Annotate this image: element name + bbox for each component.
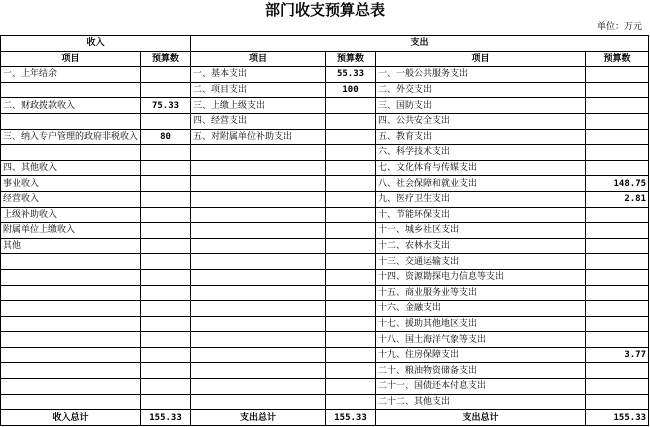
expense-item-cell (191, 285, 326, 301)
expense-amount-cell (326, 207, 376, 223)
expense-item-cell (191, 238, 326, 254)
table-row (1, 113, 649, 129)
table-row (1, 176, 649, 192)
function-amount-cell (586, 238, 649, 254)
income-amount-cell (141, 191, 191, 207)
function-amount-cell (586, 98, 649, 114)
function-total-label: 支出总计 (376, 410, 586, 426)
table-row (1, 394, 649, 410)
table-row (1, 301, 649, 317)
function-amount-cell (586, 223, 649, 239)
budget-table (0, 35, 649, 426)
function-amount-cell (586, 113, 649, 129)
income-item-cell (1, 269, 141, 285)
table-row (1, 347, 649, 363)
income-amount-cell: 75.33 (141, 98, 191, 114)
expense-item-cell (191, 223, 326, 239)
income-amount-cell (141, 145, 191, 161)
function-item-cell: 九、医疗卫生支出 (376, 191, 586, 207)
function-item-cell: 四、公共安全支出 (376, 113, 586, 129)
totals-row (1, 410, 649, 426)
expense-item-cell: 一、基本支出 (191, 67, 326, 83)
table-row (1, 316, 649, 332)
expense-amount-cell (326, 332, 376, 348)
function-amount-cell (586, 363, 649, 379)
income-total-label: 收入总计 (1, 410, 141, 426)
income-item-cell: 附属单位上缴收入 (1, 223, 141, 239)
income-amount-cell (141, 223, 191, 239)
income-section-header: 收入 (1, 36, 191, 52)
table-row (1, 238, 649, 254)
income-amount-cell (141, 82, 191, 98)
page-title: 部门收支预算总表 (264, 1, 385, 19)
function-item-cell: 二十、粮油物资储备支出 (376, 363, 586, 379)
income-item-cell: 其他 (1, 238, 141, 254)
table-row (1, 160, 649, 176)
income-item-cell: 一、上年结余 (1, 67, 141, 83)
expense-item-header: 项目 (191, 51, 326, 67)
expense-amount-cell (326, 223, 376, 239)
expense-amount-cell (326, 379, 376, 395)
expense-amount-cell (326, 316, 376, 332)
expense-item-cell: 三、上缴上级支出 (191, 98, 326, 114)
function-item-cell: 五、教育支出 (376, 129, 586, 145)
table-row (1, 129, 649, 145)
expense-total-label: 支出总计 (191, 410, 326, 426)
function-item-cell: 十二、农林水支出 (376, 238, 586, 254)
expense-item-cell (191, 379, 326, 395)
expense-amount-cell (326, 98, 376, 114)
expense-item-cell (191, 254, 326, 270)
expense-total-amount: 155.33 (326, 410, 376, 426)
income-amount-header: 预算数 (141, 51, 191, 67)
income-item-cell: 经营收入 (1, 191, 141, 207)
income-item-cell: 二、财政拨款收入 (1, 98, 141, 114)
income-amount-cell (141, 363, 191, 379)
function-amount-cell (586, 254, 649, 270)
function-item-cell: 十三、交通运输支出 (376, 254, 586, 270)
expense-item-cell (191, 363, 326, 379)
income-item-cell (1, 285, 141, 301)
table-row (1, 207, 649, 223)
function-item-cell: 二、外交支出 (376, 82, 586, 98)
income-amount-cell (141, 176, 191, 192)
expense-item-cell: 四、经营支出 (191, 113, 326, 129)
function-amount-cell (586, 316, 649, 332)
function-item-cell: 十四、资源勘探电力信息等支出 (376, 269, 586, 285)
expense-amount-cell (326, 160, 376, 176)
function-item-cell: 二十一、国债还本付息支出 (376, 379, 586, 395)
income-amount-cell (141, 254, 191, 270)
function-item-cell: 七、文化体育与传媒支出 (376, 160, 586, 176)
table-row (1, 332, 649, 348)
income-item-cell (1, 332, 141, 348)
expense-amount-cell (326, 176, 376, 192)
function-item-cell: 十六、金融支出 (376, 301, 586, 317)
expense-amount-cell (326, 129, 376, 145)
income-item-cell (1, 82, 141, 98)
expense-amount-cell (326, 301, 376, 317)
income-amount-cell (141, 301, 191, 317)
function-amount-cell (586, 394, 649, 410)
expense-amount-cell (326, 347, 376, 363)
expense-item-cell: 五、对附属单位补助支出 (191, 129, 326, 145)
function-item-cell: 八、社会保障和就业支出 (376, 176, 586, 192)
expense-item-cell (191, 191, 326, 207)
function-item-cell: 六、科学技术支出 (376, 145, 586, 161)
expense-item-cell (191, 394, 326, 410)
expense-item-cell (191, 207, 326, 223)
income-amount-cell (141, 379, 191, 395)
function-amount-cell (586, 379, 649, 395)
expense-amount-cell: 100 (326, 82, 376, 98)
expense-amount-cell (326, 145, 376, 161)
function-amount-cell (586, 145, 649, 161)
unit-label: 单位：万元 (596, 22, 642, 32)
expense-amount-cell (326, 238, 376, 254)
table-row (1, 145, 649, 161)
table-row (1, 82, 649, 98)
income-amount-cell (141, 347, 191, 363)
function-item-cell: 十五、商业服务业等支出 (376, 285, 586, 301)
expense-item-cell (191, 145, 326, 161)
function-amount-cell (586, 269, 649, 285)
expense-amount-cell (326, 254, 376, 270)
function-item-cell: 十、节能环保支出 (376, 207, 586, 223)
table-row (1, 223, 649, 239)
expense-section-header: 支出 (191, 36, 649, 52)
function-item-cell: 二十二、其他支出 (376, 394, 586, 410)
income-amount-cell (141, 160, 191, 176)
income-amount-cell (141, 113, 191, 129)
expense-item-cell: 二、项目支出 (191, 82, 326, 98)
expense-amount-cell (326, 269, 376, 285)
function-total-amount: 155.33 (586, 410, 649, 426)
income-amount-cell (141, 238, 191, 254)
table-row (1, 363, 649, 379)
income-amount-cell (141, 316, 191, 332)
expense-item-cell (191, 301, 326, 317)
table-row (1, 67, 649, 83)
table-row (1, 285, 649, 301)
expense-item-cell (191, 269, 326, 285)
function-amount-cell (586, 82, 649, 98)
table-row (1, 191, 649, 207)
function-amount-header: 预算数 (586, 51, 649, 67)
table-row (1, 269, 649, 285)
income-item-cell (1, 363, 141, 379)
function-amount-cell: 148.75 (586, 176, 649, 192)
expense-amount-cell: 55.33 (326, 67, 376, 83)
income-amount-cell (141, 332, 191, 348)
expense-amount-cell (326, 191, 376, 207)
income-total-amount: 155.33 (141, 410, 191, 426)
income-item-cell (1, 347, 141, 363)
expense-item-cell (191, 316, 326, 332)
income-amount-cell (141, 269, 191, 285)
expense-amount-cell (326, 394, 376, 410)
income-amount-cell (141, 394, 191, 410)
expense-item-cell (191, 160, 326, 176)
income-item-cell: 上级补助收入 (1, 207, 141, 223)
function-amount-cell (586, 301, 649, 317)
income-item-cell (1, 254, 141, 270)
income-item-cell (1, 301, 141, 317)
income-amount-cell (141, 67, 191, 83)
expense-item-cell (191, 332, 326, 348)
function-item-cell: 一、一般公共服务支出 (376, 67, 586, 83)
income-item-cell (1, 316, 141, 332)
function-amount-cell (586, 129, 649, 145)
income-item-cell (1, 113, 141, 129)
function-item-cell: 十一、城乡社区支出 (376, 223, 586, 239)
function-amount-cell: 2.81 (586, 191, 649, 207)
function-amount-cell (586, 332, 649, 348)
income-item-cell (1, 394, 141, 410)
table-row (1, 379, 649, 395)
expense-amount-cell (326, 285, 376, 301)
table-row (1, 98, 649, 114)
function-amount-cell (586, 67, 649, 83)
function-item-cell: 十七、援助其他地区支出 (376, 316, 586, 332)
expense-item-cell (191, 347, 326, 363)
expense-amount-cell (326, 363, 376, 379)
income-item-cell (1, 145, 141, 161)
column-header-row (1, 51, 649, 67)
budget-table-body (1, 36, 649, 426)
expense-amount-header: 预算数 (326, 51, 376, 67)
unit-row (0, 20, 650, 35)
income-amount-cell (141, 285, 191, 301)
function-item-header: 项目 (376, 51, 586, 67)
income-item-cell: 三、纳入专户管理的政府非税收入 (1, 129, 141, 145)
function-item-cell: 十八、国土海洋气象等支出 (376, 332, 586, 348)
income-item-cell: 事业收入 (1, 176, 141, 192)
income-item-cell (1, 379, 141, 395)
expense-amount-cell (326, 113, 376, 129)
function-item-cell: 三、国防支出 (376, 98, 586, 114)
function-amount-cell (586, 160, 649, 176)
income-item-header: 项目 (1, 51, 141, 67)
function-amount-cell: 3.77 (586, 347, 649, 363)
income-amount-cell: 80 (141, 129, 191, 145)
expense-item-cell (191, 176, 326, 192)
function-amount-cell (586, 285, 649, 301)
table-row (1, 254, 649, 270)
income-amount-cell (141, 207, 191, 223)
function-amount-cell (586, 207, 649, 223)
function-item-cell: 十九、住房保障支出 (376, 347, 586, 363)
section-header-row (1, 36, 649, 52)
income-item-cell: 四、其他收入 (1, 160, 141, 176)
